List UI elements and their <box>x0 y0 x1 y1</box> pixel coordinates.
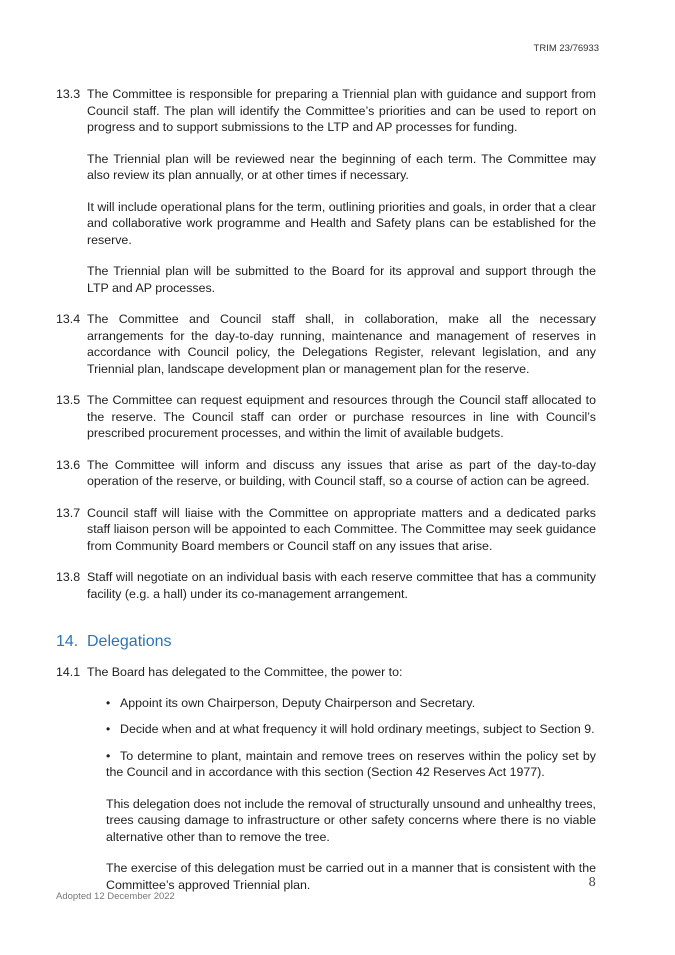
clause-13-3-paragraph-4: The Triennial plan will be submitted to the Board for its approval and support through the LTP and AP processes. <box>87 264 596 295</box>
clause-number: 13.8 <box>56 570 81 584</box>
clause-13-3-paragraph-2: The Triennial plan will be reviewed near the beginning of each term. The Committee may also review its plan annually, or at other times if necessary. <box>87 151 596 182</box>
clause-13-3-paragraph-3: It will include operational plans for the term, outlining priorities and goals, in order that a clear and collaborative work programme and Health and Safety plans can be established for the reserve. <box>87 199 596 247</box>
list-item: • To determine to plant, maintain and remove trees on reserves within the policy set by the Council and in accordance with this section (Section 42 Reserves Act 1977). <box>106 748 596 779</box>
bullet-icon: • <box>106 695 111 710</box>
clause-number: 13.4 <box>56 312 81 326</box>
clause-13-7 <box>56 505 596 555</box>
clause-text: Staff will negotiate on an individual basis with each reserve committee that has a community facility (e.g. a hall) under its co-management arrangement. <box>87 570 596 601</box>
clause-13-6 <box>56 457 596 490</box>
bullet-icon: • <box>106 748 111 763</box>
clause-number: 13.5 <box>56 393 81 407</box>
page-number: 8 <box>588 875 596 889</box>
list-item: • Appoint its own Chairperson, Deputy Chairperson and Secretary. <box>106 695 476 710</box>
clause-13-4 <box>56 311 596 377</box>
section-title: Delegations <box>87 633 172 650</box>
delegation-list <box>106 695 596 738</box>
clause-text: The Committee is responsible for preparing a Triennial plan with guidance and support from Council staff. The plan will identify the Committee’s priorities and can be used to report on progress and to support submissions to the LTP and AP processes for funding. <box>87 87 596 134</box>
clause-number: 13.7 <box>56 505 81 520</box>
clause-text: The Committee can request equipment and resources through the Council staff allocated to the reserve. The Council staff can order or purchase resources in line with Council’s prescribed procurement processes, and within the limit of available budgets. <box>87 393 596 440</box>
clause-13-5 <box>56 392 596 442</box>
clause-text: The Board has delegated to the Committee, the power to: <box>87 665 403 679</box>
clause-number: 14.1 <box>56 665 81 679</box>
section-number: 14. <box>56 633 79 650</box>
section-heading-delegations <box>56 632 596 652</box>
document-reference: TRIM 23/76933 <box>533 43 599 54</box>
clause-text: Council staff will liaise with the Committee on appropriate matters and a dedicated parks staff liaison person will be appointed to each Committee. The Committee may seek guidance from Community Board members or Council staff on any issues that arise. <box>87 505 596 553</box>
list-item: • Decide when and at what frequency it will hold ordinary meetings, subject to Section 9. <box>106 722 595 736</box>
clause-text: The Committee and Council staff shall, in collaboration, make all the necessary arrangements for the day-to-day running, maintenance and management of reserves in accordance with Council policy, the Delegations Register, relevant legislation, and any Triennial plan, landscape development plan or management plan for the reserve. <box>87 312 596 376</box>
delegation-note-2: The exercise of this delegation must be carried out in a manner that is consistent with the Committee’s approved Triennial plan. <box>106 861 596 892</box>
clause-text: The Committee will inform and discuss any issues that arise as part of the day-to-day operation of the reserve, or building, with Council staff, so a course of action can be agreed. <box>87 457 596 488</box>
clause-13-8 <box>56 569 596 602</box>
clause-number: 13.3 <box>56 87 81 101</box>
clause-number: 13.6 <box>56 457 81 472</box>
bullet-icon: • <box>106 722 111 736</box>
document-body <box>56 86 596 908</box>
clause-13-3 <box>56 86 596 136</box>
clause-14-1 <box>56 664 596 681</box>
footer-adopted-date: Adopted 12 December 2022 <box>56 891 175 902</box>
delegation-note-1: This delegation does not include the removal of structurally unsound and unhealthy trees, trees causing damage to infrastructure or other safety concerns where there is no viable alternative other than to remove the tree. <box>106 796 596 844</box>
